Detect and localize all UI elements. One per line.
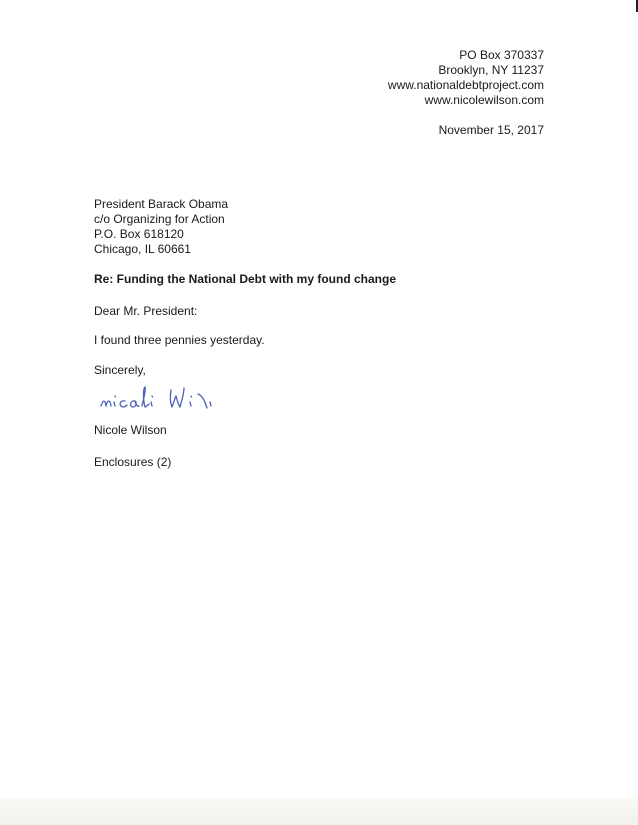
enclosures-note: Enclosures (2)	[94, 455, 172, 469]
recipient-po-box: P.O. Box 618120	[94, 227, 184, 241]
closing: Sincerely,	[94, 363, 146, 377]
salutation: Dear Mr. President:	[94, 304, 198, 318]
recipient-name: President Barack Obama	[94, 197, 229, 211]
recipient-organization: c/o Organizing for Action	[94, 212, 225, 226]
letter-body: I found three pennies yesterday.	[94, 333, 265, 347]
sender-address-line2: Brooklyn, NY 11237	[438, 63, 544, 77]
sender-website-1: www.nationaldebtproject.com	[387, 78, 544, 92]
subject-line: Re: Funding the National Debt with my found change	[94, 272, 396, 286]
recipient-city-state-zip: Chicago, IL 60661	[94, 242, 191, 256]
signer-name: Nicole Wilson	[94, 423, 167, 437]
return-address	[388, 48, 544, 108]
sender-address-line1: PO Box 370337	[459, 48, 544, 62]
letter-date: November 15, 2017	[438, 123, 544, 137]
sender-website-2: www.nicolewilson.com	[424, 93, 544, 107]
recipient-address	[94, 197, 228, 257]
handwritten-signature	[98, 382, 268, 418]
